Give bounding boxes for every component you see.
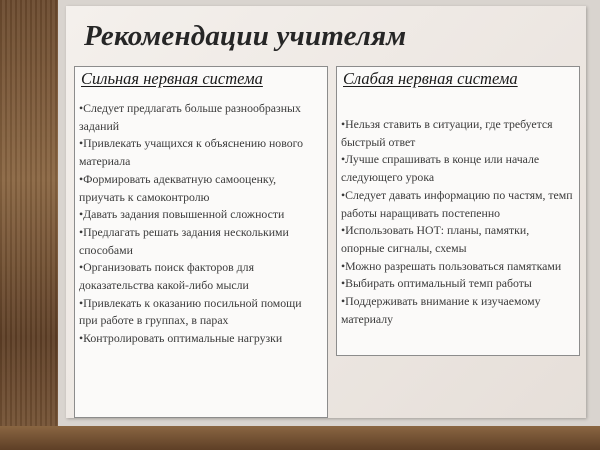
list-item: •Следует предлагать больше разнообразных заданий — [79, 101, 301, 133]
column-header-weak: Слабая нервная система — [343, 69, 518, 88]
list-item: •Следует давать информацию по частям, темп работы наращивать постепенно — [341, 187, 573, 220]
strong-nervous-system-column — [74, 66, 328, 418]
list-item: •Нельзя ставить в ситуации, где требуется быстрый ответ — [341, 117, 553, 149]
list-item: •Предлагать решать задания несколькими способами — [79, 224, 289, 257]
list-item: •Давать задания повышенной сложности — [79, 207, 285, 222]
list-item: •Использовать НОТ: планы, памятки, опорные сигналы, схемы — [341, 223, 530, 255]
list-item: •Организовать поиск факторов для доказательства какой-либо мысли — [79, 260, 254, 293]
wood-frame-left — [0, 0, 58, 450]
slide-title: Рекомендации учителям — [84, 20, 407, 52]
list-item: •Формировать адекватную самооценку, приучать к самоконтролю — [79, 171, 277, 204]
list-item: •Привлекать к оказанию посильной помощи при работе в группах, в парах — [79, 295, 302, 328]
column-header-strong: Сильная нервная система — [81, 69, 263, 88]
list-item: •Лучше спрашивать в конце или начале следующего урока — [341, 152, 540, 185]
list-item: •Выбирать оптимальный темп работы — [341, 276, 532, 291]
weak-nervous-system-column — [336, 66, 580, 356]
strong-recommendations-list — [79, 100, 323, 348]
slide — [58, 0, 600, 426]
slide-paper — [66, 6, 586, 418]
weak-recommendations-list — [341, 116, 575, 328]
wood-frame-bottom — [0, 426, 600, 450]
list-item: •Поддерживать внимание к изучаемому материалу — [341, 294, 541, 326]
list-item: •Контролировать оптимальные нагрузки — [79, 331, 283, 346]
list-item: •Привлекать учащихся к объяснению нового материала — [79, 136, 304, 169]
list-item: •Можно разрешать пользоваться памятками — [341, 258, 562, 273]
